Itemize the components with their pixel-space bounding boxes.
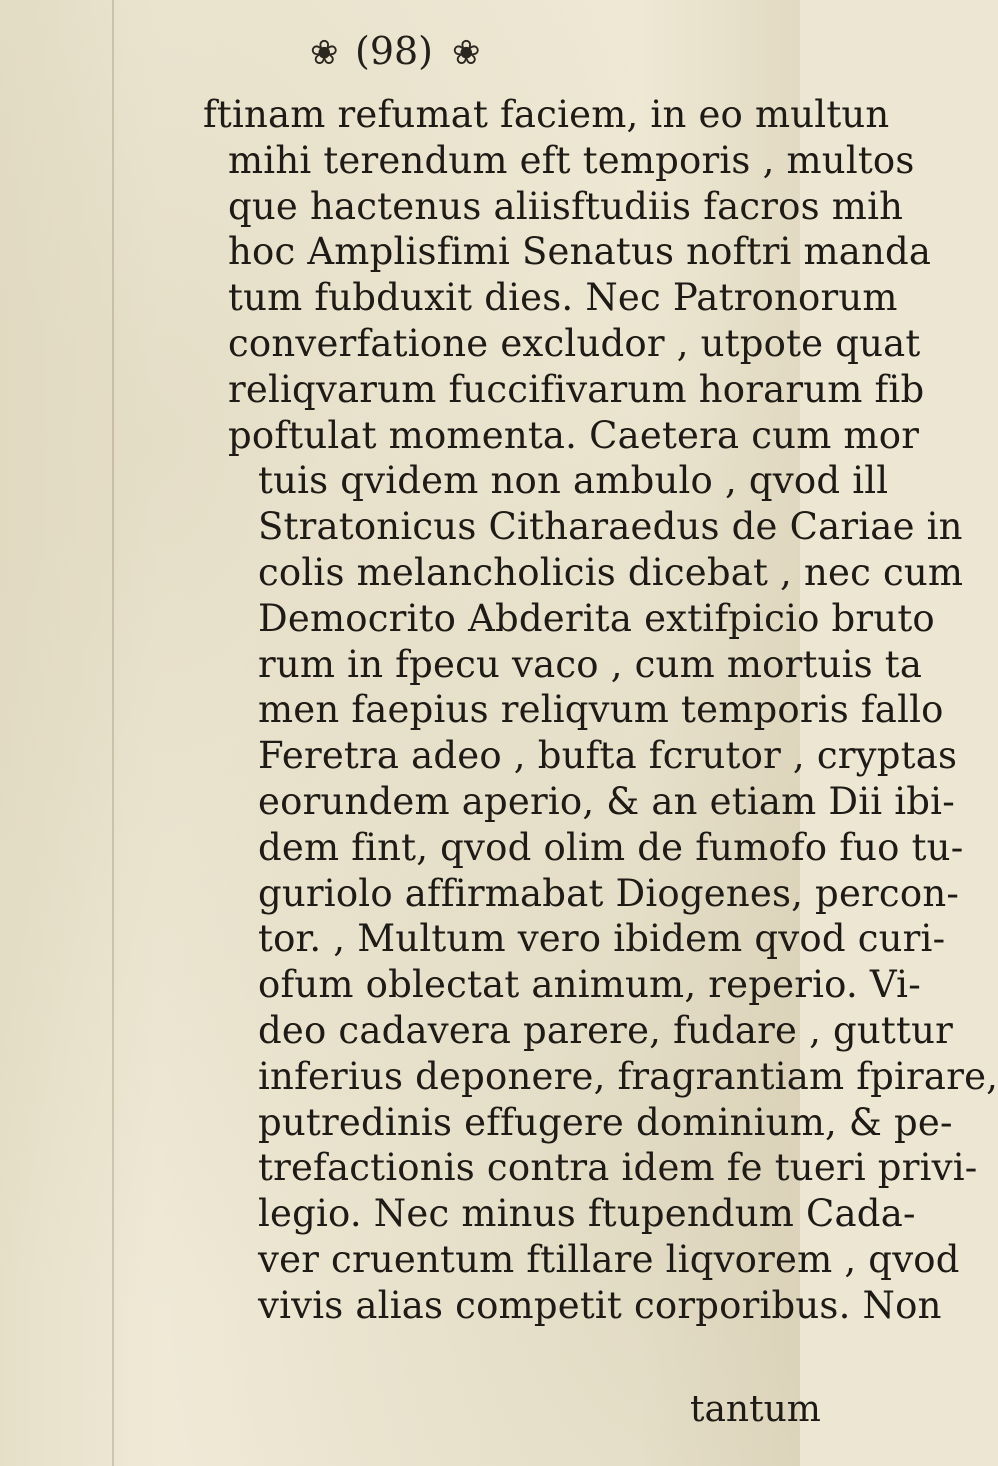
text-line: deo cadavera parere, fudare , guttur bbox=[258, 1009, 953, 1052]
text-line: ofum oblectat animum, reperio. Vi- bbox=[258, 963, 921, 1006]
text-line: reliqvarum fuccifivarum horarum fib bbox=[228, 368, 925, 411]
page-fold-shadow bbox=[112, 0, 114, 1466]
text-line: trefactionis contra idem fe tueri privi- bbox=[258, 1146, 978, 1189]
text-line: mihi terendum eft temporis , multos bbox=[228, 139, 915, 182]
text-line: ftinam refumat faciem, in eo multun bbox=[203, 93, 890, 136]
text-line: que hactenus aliisftudiis facros mih bbox=[228, 185, 904, 228]
text-line: colis melancholicis dicebat , nec cum bbox=[258, 551, 964, 594]
text-line: poftulat momenta. Caetera cum mor bbox=[228, 414, 920, 457]
text-line: Feretra adeo , bufta fcrutor , cryptas bbox=[258, 734, 958, 777]
text-line: converfatione excludor , utpote quat bbox=[228, 322, 921, 365]
text-line: vivis alias competit corporibus. Non bbox=[258, 1284, 942, 1327]
text-line: guriolo affirmabat Diogenes, percon- bbox=[258, 872, 960, 915]
text-line: inferius deponere, fragrantiam fpirare, bbox=[258, 1055, 998, 1098]
fleuron-icon: ❀ bbox=[310, 33, 339, 73]
catchword: tantum bbox=[690, 1389, 821, 1430]
text-line: hoc Amplisfimi Senatus noftri manda bbox=[228, 230, 932, 273]
text-line: tor. , Multum vero ibidem qvod curi- bbox=[258, 917, 946, 960]
text-line: Democrito Abderita extifpicio bruto bbox=[258, 597, 935, 640]
text-line: legio. Nec minus ftupendum Cada- bbox=[258, 1192, 916, 1235]
text-line: ver cruentum ftillare liqvorem , qvod bbox=[258, 1238, 960, 1281]
text-line: tum fubduxit dies. Nec Patronorum bbox=[228, 276, 898, 319]
page-number: (98) bbox=[355, 29, 434, 73]
text-line: putredinis effugere dominium, & pe- bbox=[258, 1101, 953, 1144]
page-header bbox=[0, 30, 800, 80]
text-line: Stratonicus Citharaedus de Cariae in bbox=[258, 505, 963, 548]
text-line: rum in fpecu vaco , cum mortuis ta bbox=[258, 643, 923, 686]
text-line: eorundem aperio, & an etiam Dii ibi- bbox=[258, 780, 955, 823]
fleuron-icon: ❀ bbox=[452, 33, 481, 73]
text-line: dem fint, qvod olim de fumofo fuo tu- bbox=[258, 826, 964, 869]
text-line: tuis qvidem non ambulo , qvod ill bbox=[258, 459, 889, 502]
text-line: men faepius reliqvum temporis fallo bbox=[258, 688, 944, 731]
